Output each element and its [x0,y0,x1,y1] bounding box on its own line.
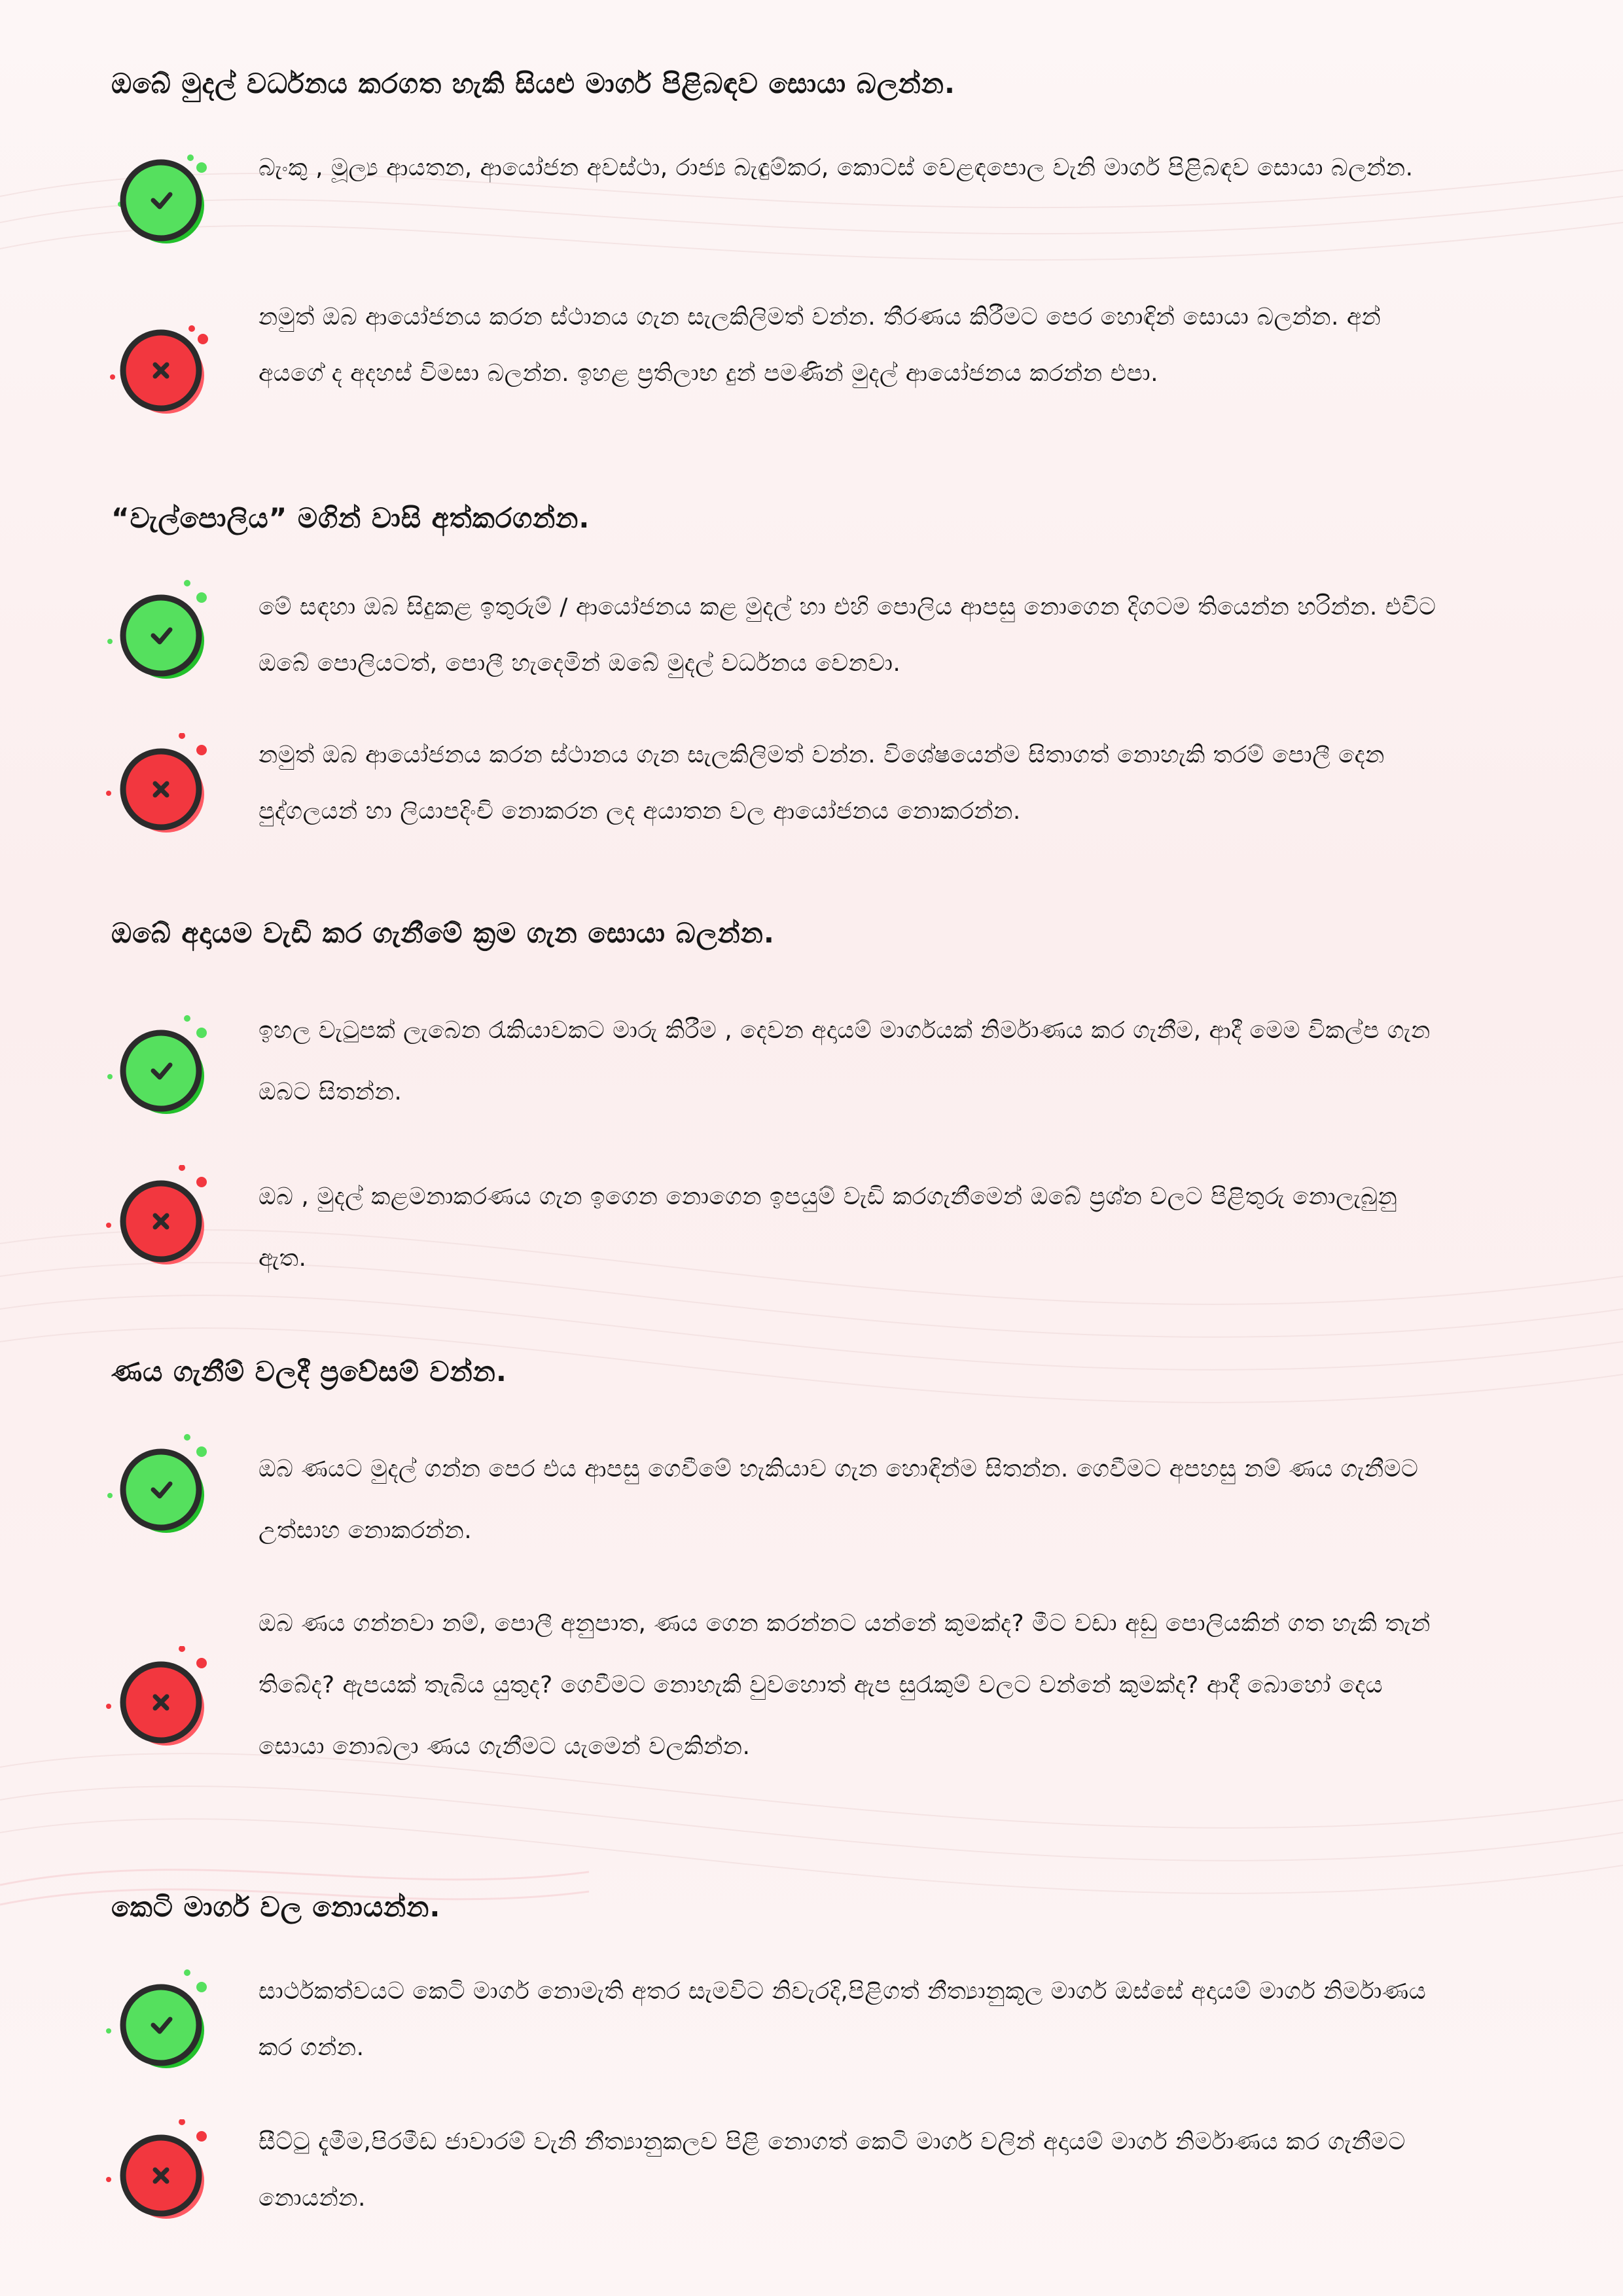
section-heading: ණය ගැනීම් වලදී ප්‍රවේසම් වන්න. [111,1355,507,1388]
section-heading: “වැල්පොලිය” මගින් වාසි අත්කරගන්න. [111,502,590,534]
cross-icon [103,733,215,844]
dont-item-text: නමුත් ඔබ ආයෝජනය කරන ස්ථානය ගැන සැලකිලිමත් වන්න. විශේෂයෙන්ම සිතාගත් නොහැකි තරම් පොලී දෙන පුද්ගලයන් හා ලියාපදිංචි නොකරන ලද අයාතන වල ආයෝජනය නොකරන්න. [259,742,1385,825]
cross-icon [103,1646,215,1757]
do-item-text: ඔබ ණයට මුදල් ගන්න පෙර එය ආපසු ගෙවීමේ හැකියාව ගැන හොඳින්ම සිතන්න. ගෙවීමට අපහසු නම් ණය ගැනීමට උත්සාහ නොකරන්න. [259,1456,1419,1544]
check-icon [103,1433,215,1545]
do-item-text: බැංකු , මූල්‍ය ආයතන, ආයෝජන අවස්ථා, රාජ්‍ය බැඳුම්කර, කොටස් වෙළඳපොල වැනි මාර්ග පිළිබඳව සොයා බලන්න. [259,154,1414,181]
do-item-text: මේ සඳහා ඔබ සිදුකළ ඉතුරුම් / ආයෝජනය කළ මුදල් හා එහි පොලිය ආපසු නොගෙන දිගටම තියෙන්න හරින්න. එවිට ඔබේ පොලියටත්, පොලී හැදෙමින් ඔබේ මුදල් වර්ධනය වෙනවා. [259,594,1436,677]
check-icon [103,1014,215,1126]
check-icon [103,1969,215,2080]
check-icon [103,144,215,255]
do-item-text: සාර්ථකත්වයට කෙටි මාර්ග නොමැති අතර සැමවිට නිවැරදි,පිළිගත් නීත්‍යානුකූල මාර්ග ඔස්සේ අදායම් මාර්ග නිර්මාණය කර ගන්න. [259,1978,1427,2061]
section-heading: ඔබේ අදායම වැඩි කර ගැනීමේ ක්‍රම ගැන සොයා බලන්න. [111,917,775,949]
dont-item-text: සීට්ටු දැමීම,පිරමීඩ ජාවාරම් වැනි නීත්‍යානුකලව පිළි නොගත් කෙටි මාර්ග වලින් අදායම් මාර්ග නිර්මාණය කර ගැනීමට නොයන්න. [259,2128,1406,2212]
cross-icon [103,2119,215,2231]
section-heading: කෙටි මාර්ග වල නොයන්න. [111,1891,441,1923]
cross-icon [103,314,215,425]
dont-item-text: ඔබ , මුදල් කළමනාකරණය ගැන ඉගෙන නොගෙන ඉපයුම් වැඩි කරගැනීමෙන් ඔබේ ප්‍රශ්න වලට පිළිතුරු නොලැබුනු ඇත. [259,1183,1398,1272]
check-icon [103,579,215,691]
cross-icon [103,1165,215,1276]
dont-item-text: නමුත් ඔබ ආයෝජනය කරන ස්ථානය ගැන සැලකිලිමත් වන්න. තීරණය කිරීමට පෙර හොඳින් සොයා බලන්න. අන් අයගේ ද අදහස් විමසා බලන්න. ඉහළ ප්‍රතිලාභ දුන් පමණින් මුදල් ආයෝජනය කරන්න එපා. [259,304,1382,387]
section-heading: ඔබේ මුදල් වර්ධනය කරගත හැකි සියළු මාර්ග පිළිබඳව සොයා බලන්න. [111,67,955,99]
do-item-text: ඉහල වැටුපක් ලැබෙන රැකියාවකට මාරු කිරීම , දෙවන අදායම් මාර්ගයක් නිර්මාණය කර ගැනීම, ආදී මෙම විකල්ප ගැන ඔබට සිතන්න. [259,1017,1431,1105]
dont-item-text: ඔබ ණය ගන්නවා නම්, පොලී අනුපාත, ණය ගෙන කරන්නට යන්නේ කුමක්ද? මීට වඩා අඩු පොලියකින් ගත හැකි තැන් තිබේද? ඇපයක් තැබිය යුතුද? ගෙවීමට නොහැකි වුවහොත් ඇප සුරැකුම් වලට වන්නේ කුමක්ද? ආදී බොහෝ දෙය සොයා නොබලා ණය ගැනීමට යැමෙන් වලකින්න. [259,1610,1431,1760]
